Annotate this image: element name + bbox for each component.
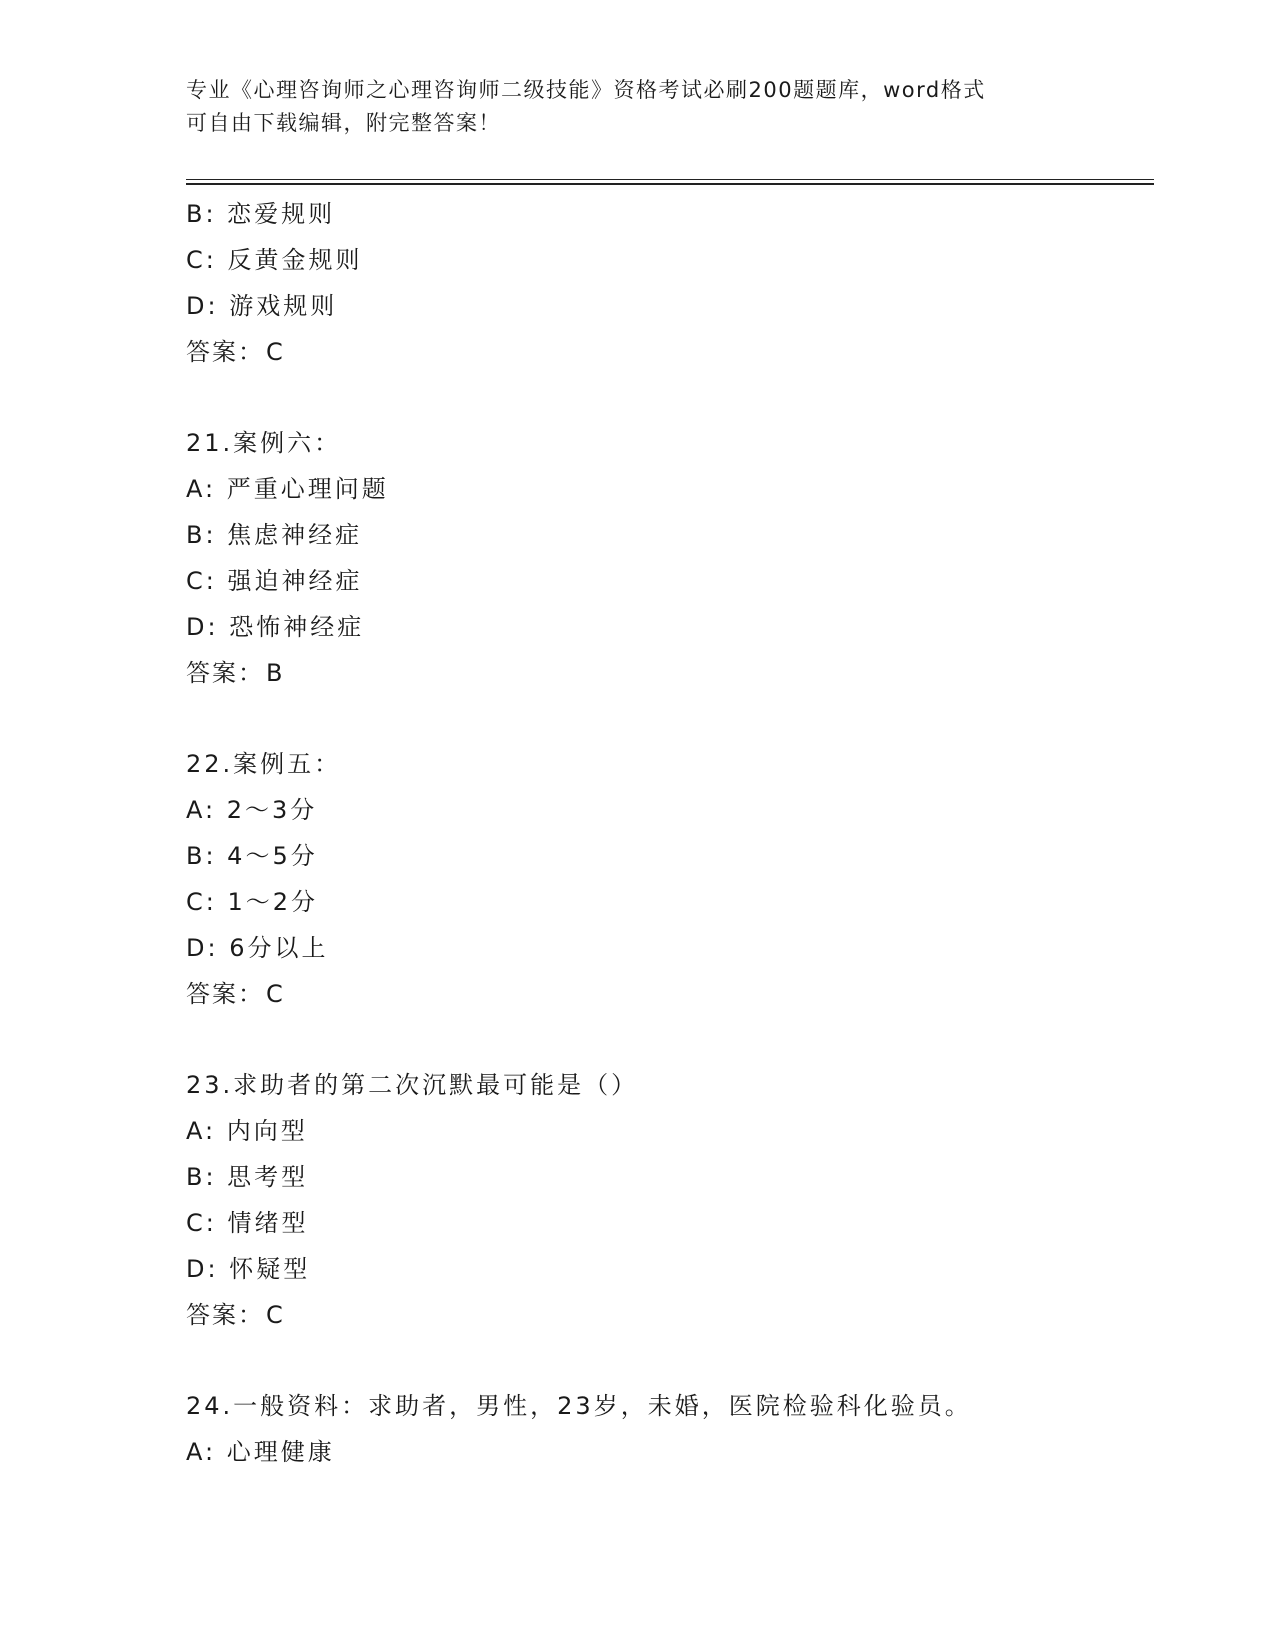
question-text: 22.案例五： [186, 750, 342, 778]
header-divider-thin [186, 179, 1154, 180]
option-d: D: 怀疑型 [186, 1255, 311, 1283]
option-a: A: 内向型 [186, 1117, 308, 1145]
header-title-line-2: 可自由下载编辑，附完整答案！ [186, 111, 501, 135]
option-b: B: 焦虑神经症 [186, 521, 363, 549]
header-title-line-1: 专业《心理咨询师之心理咨询师二级技能》资格考试必刷200题题库，word格式 [186, 78, 986, 102]
option-a: A: 心理健康 [186, 1438, 335, 1466]
answer-label: 答案： [186, 980, 264, 1008]
option-d: D: 恐怖神经症 [186, 613, 365, 641]
option-a: A: 严重心理问题 [186, 475, 389, 503]
option-c: C: 1～2分 [186, 888, 319, 916]
question-block-21 [186, 420, 1146, 696]
answer-value: B [266, 659, 285, 687]
answer-label: 答案： [186, 338, 264, 366]
answer-line [186, 1292, 1146, 1338]
question-text: 21.案例六： [186, 429, 342, 457]
option-b: B: 4～5分 [186, 842, 318, 870]
answer-label: 答案： [186, 659, 264, 687]
question-block-24 [186, 1383, 1146, 1475]
question-block-20 [186, 191, 1146, 375]
spacer [186, 1338, 1146, 1383]
document-header [186, 74, 1086, 140]
option-b: B: 思考型 [186, 1163, 309, 1191]
question-text: 24.一般资料：求助者，男性，23岁，未婚，医院检验科化验员。 [186, 1392, 972, 1420]
question-list [186, 191, 1146, 1475]
answer-value: C [266, 1301, 285, 1329]
option-c: C: 情绪型 [186, 1209, 309, 1237]
question-block-22 [186, 741, 1146, 1017]
answer-line [186, 971, 1146, 1017]
answer-value: C [266, 338, 285, 366]
spacer [186, 375, 1146, 420]
option-c: C: 反黄金规则 [186, 246, 363, 274]
option-d: D: 游戏规则 [186, 292, 338, 320]
question-text: 23.求助者的第二次沉默最可能是（） [186, 1071, 639, 1099]
spacer [186, 696, 1146, 741]
answer-line [186, 650, 1146, 696]
option-c: C: 强迫神经症 [186, 567, 363, 595]
answer-label: 答案： [186, 1301, 264, 1329]
question-block-23 [186, 1062, 1146, 1338]
answer-line [186, 329, 1146, 375]
spacer [186, 1017, 1146, 1062]
option-d: D: 6分以上 [186, 934, 329, 962]
option-a: A: 2～3分 [186, 796, 318, 824]
option-b: B: 恋爱规则 [186, 200, 336, 228]
answer-value: C [266, 980, 285, 1008]
header-divider-thick [186, 183, 1154, 185]
